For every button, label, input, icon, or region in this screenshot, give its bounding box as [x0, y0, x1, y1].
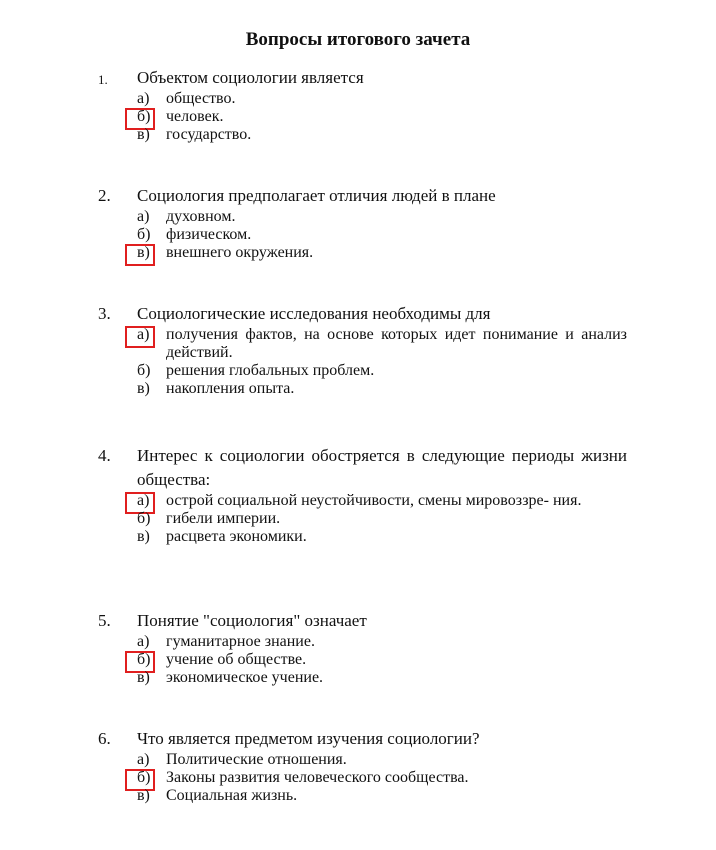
option-c[interactable]: [0, 528, 627, 546]
option-text: гибели империи.: [166, 510, 281, 527]
option-b[interactable]: [0, 362, 627, 380]
option-c[interactable]: [0, 669, 627, 687]
option-c[interactable]: [0, 126, 627, 144]
page-title: Вопросы итогового зачета: [245, 29, 471, 50]
option-text: решения глобальных проблем.: [166, 362, 375, 379]
option-letter: а): [137, 633, 150, 650]
option-letter: б): [137, 510, 151, 527]
options-1: [0, 90, 716, 144]
option-c[interactable]: [0, 380, 627, 398]
option-letter: в): [137, 669, 150, 686]
options-6: [0, 751, 716, 805]
option-a[interactable]: [0, 326, 627, 362]
options-3: [0, 326, 716, 398]
question-number: 4.: [98, 446, 111, 465]
option-a[interactable]: [0, 90, 627, 108]
option-c[interactable]: [0, 244, 627, 262]
option-text: накопления опыта.: [166, 380, 295, 397]
option-text: духовном.: [166, 208, 236, 225]
option-letter: а): [137, 751, 150, 768]
option-text: общество.: [166, 90, 236, 107]
question-number: 1.: [98, 72, 108, 87]
options-4: [0, 492, 716, 546]
option-text: получения фактов, на основе которых идет понимание и анализ действий.: [166, 326, 627, 361]
question-text: Понятие "социология" означает: [137, 611, 367, 630]
option-text: физическом.: [166, 226, 252, 243]
question-number: 6.: [98, 729, 111, 748]
question-text: Социология предполагает отличия людей в плане: [137, 186, 496, 205]
options-2: [0, 208, 716, 262]
options-5: [0, 633, 716, 687]
option-text: человек.: [166, 108, 224, 125]
option-text: экономическое учение.: [166, 669, 324, 686]
question-number: 2.: [98, 186, 111, 205]
marked-answer-letter: б): [137, 769, 161, 787]
option-text: острой социальной неустойчивости, смены мировоззре- ния.: [166, 492, 582, 509]
option-a[interactable]: [0, 492, 627, 510]
marked-answer-letter: а): [137, 492, 161, 510]
option-text: расцвета экономики.: [166, 528, 307, 545]
option-text: Политические отношения.: [166, 751, 347, 768]
option-text: Законы развития человеческого сообщества.: [166, 769, 469, 786]
question-text: Интерес к социологии обостряется в следующие периоды жизни общества:: [137, 446, 627, 489]
option-letter: б): [137, 226, 151, 243]
option-b[interactable]: [0, 108, 627, 126]
option-letter: б): [137, 362, 151, 379]
marked-answer-letter: а): [137, 326, 161, 344]
option-letter: в): [137, 787, 150, 804]
option-b[interactable]: [0, 510, 627, 528]
question-text: Объектом социологии является: [137, 68, 364, 87]
option-text: внешнего окружения.: [166, 244, 314, 261]
option-a[interactable]: [0, 751, 627, 769]
option-b[interactable]: [0, 226, 627, 244]
option-letter: в): [137, 380, 150, 397]
marked-answer-letter: б): [137, 651, 161, 669]
question-number: 3.: [98, 304, 111, 323]
marked-answer-letter: б): [137, 108, 161, 126]
option-b[interactable]: [0, 769, 627, 787]
question-text: Социологические исследования необходимы для: [137, 304, 491, 323]
option-text: учение об обществе.: [166, 651, 307, 668]
question-text: Что является предметом изучения социологии?: [137, 729, 480, 748]
option-letter: а): [137, 90, 150, 107]
option-letter: а): [137, 208, 150, 225]
option-a[interactable]: [0, 208, 627, 226]
marked-answer-letter: в): [137, 244, 161, 262]
option-a[interactable]: [0, 633, 627, 651]
option-b[interactable]: [0, 651, 627, 669]
option-text: гуманитарное знание.: [166, 633, 315, 650]
option-text: государство.: [166, 126, 252, 143]
option-text: Социальная жизнь.: [166, 787, 298, 804]
option-letter: в): [137, 126, 150, 143]
option-c[interactable]: [0, 787, 627, 805]
question-number: 5.: [98, 611, 111, 630]
option-letter: в): [137, 528, 150, 545]
